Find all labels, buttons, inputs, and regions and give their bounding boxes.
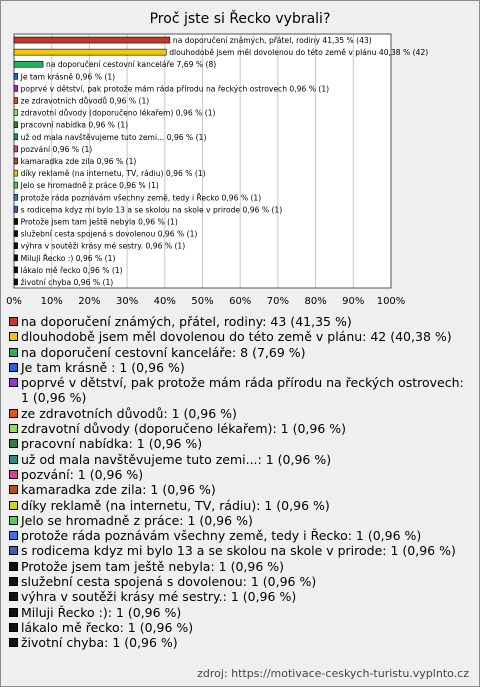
legend-swatch bbox=[9, 546, 18, 555]
legend-label: poprvé v dětství, pak protože mám ráda přírodu na řeckých ostrovech: 1 (0,96 %) bbox=[21, 375, 464, 406]
legend-item bbox=[9, 574, 475, 589]
legend-swatch bbox=[9, 470, 18, 479]
bar bbox=[14, 37, 170, 43]
legend-item bbox=[9, 467, 475, 482]
x-tick-label: 30% bbox=[115, 296, 139, 307]
x-tick-label: 20% bbox=[78, 296, 101, 307]
legend-swatch bbox=[9, 562, 18, 571]
legend-label: lákalo mě řecko: 1 (0,96 %) bbox=[21, 619, 194, 635]
legend-label: kamaradka zde zila: 1 (0,96 %) bbox=[21, 482, 216, 498]
x-tick-label: 100% bbox=[376, 296, 406, 307]
bar-label: Jelo se hromadně z práce 0,96 % (1) bbox=[20, 181, 159, 191]
legend-swatch bbox=[9, 608, 18, 617]
bar-label: na doporučení známých, přátel, rodiny 41,35 % (43) bbox=[172, 36, 372, 46]
bar-label: ze zdravotních důvodů 0,96 % (1) bbox=[20, 96, 150, 106]
bar-label: zdravotní důvody (doporučeno lékařem) 0,96 % (1) bbox=[20, 108, 216, 118]
legend-item bbox=[9, 620, 475, 635]
bar bbox=[14, 170, 18, 176]
legend-item bbox=[9, 528, 475, 543]
legend-label: pracovní nabídka: 1 (0,96 %) bbox=[21, 436, 203, 452]
bar bbox=[14, 182, 18, 188]
x-tick-label: 80% bbox=[304, 296, 327, 307]
x-tick-label: 0% bbox=[6, 296, 22, 307]
bar-label: pracovní nabídka 0,96 % (1) bbox=[20, 120, 129, 130]
legend-swatch bbox=[9, 623, 18, 632]
bar-label: už od mala navštěvujeme tuto zemi... 0,96 % (1) bbox=[20, 132, 207, 142]
legend-label: dlouhodobě jsem měl dovolenou do této země v plánu: 42 (40,38 %) bbox=[21, 329, 452, 345]
x-tick-label: 60% bbox=[229, 296, 252, 307]
bar-label: životní chyba 0,96 % (1) bbox=[20, 277, 114, 287]
legend-item bbox=[9, 406, 475, 421]
bar bbox=[14, 98, 18, 104]
legend-swatch bbox=[9, 516, 18, 525]
legend-label: služební cesta spojená s dovolenou: 1 (0,96 %) bbox=[21, 574, 317, 590]
x-tick-label: 40% bbox=[153, 296, 176, 307]
bar bbox=[14, 279, 18, 285]
legend-swatch bbox=[9, 348, 18, 357]
source-note: zdroj: https://motivace-ceskych-turistu.vyplnto.cz bbox=[197, 667, 469, 680]
legend-item bbox=[9, 482, 475, 497]
legend-item bbox=[9, 360, 475, 375]
legend-item bbox=[9, 436, 475, 451]
legend-label: na doporučení známých, přátel, rodiny: 43 (41,35 %) bbox=[21, 314, 352, 329]
legend-swatch bbox=[9, 531, 18, 540]
legend-item bbox=[9, 513, 475, 528]
bar-label: lákalo mě řecko 0,96 % (1) bbox=[20, 265, 123, 275]
bar bbox=[14, 110, 18, 116]
legend-label: Je tam krásně : 1 (0,96 %) bbox=[21, 359, 185, 375]
legend-swatch bbox=[9, 592, 18, 601]
legend-label: Jelo se hromadně z práce: 1 (0,96 %) bbox=[21, 512, 253, 528]
legend-item bbox=[9, 559, 475, 574]
chart-legend bbox=[9, 314, 475, 651]
bar-label: Protože jsem tam ještě nebyla 0,96 % (1) bbox=[20, 217, 178, 227]
bar-label: na doporučení cestovní kanceláře 7,69 % (8) bbox=[45, 60, 217, 70]
legend-swatch bbox=[9, 501, 18, 510]
legend-item bbox=[9, 452, 475, 467]
bar-label: Je tam krásně 0,96 % (1) bbox=[20, 72, 116, 82]
legend-item bbox=[9, 375, 475, 406]
legend-label: ze zdravotních důvodů: 1 (0,96 %) bbox=[21, 405, 237, 421]
legend-label: Miluji Řecko :): 1 (0,96 %) bbox=[21, 604, 182, 620]
bar bbox=[14, 49, 166, 55]
bar bbox=[14, 267, 18, 273]
bar-chart bbox=[1, 1, 479, 311]
legend-label: protože ráda poznávám všechny země, tedy i Řecko: 1 (0,96 %) bbox=[21, 528, 422, 544]
bar bbox=[14, 73, 18, 79]
legend-item bbox=[9, 589, 475, 604]
bar-label: protože ráda poznávám všechny země, tedy i Řecko 0,96 % (1) bbox=[20, 193, 262, 203]
legend-item bbox=[9, 345, 475, 360]
legend-label: pozvání: 1 (0,96 %) bbox=[21, 466, 144, 482]
legend-label: díky reklamě (na internetu, TV, rádiu): 1 (0,96 %) bbox=[21, 497, 330, 513]
bar bbox=[14, 158, 18, 164]
legend-label: Protože jsem tam ještě nebyla: 1 (0,96 %) bbox=[21, 558, 285, 574]
legend-item bbox=[9, 329, 475, 344]
bar bbox=[14, 85, 18, 91]
legend-swatch bbox=[9, 577, 18, 586]
bar bbox=[14, 243, 18, 249]
bar bbox=[14, 206, 18, 212]
bar-label: s rodicema kdyz mi bylo 13 a se skolou na skole v prirode 0,96 % (1) bbox=[20, 205, 283, 215]
bar-label: Miluji Řecko :) 0,96 % (1) bbox=[20, 253, 116, 263]
legend-label: už od mala navštěvujeme tuto zemi...: 1 (0,96 %) bbox=[21, 451, 332, 467]
bar-label: dlouhodobě jsem měl dovolenou do této země v plánu 40,38 % (42) bbox=[169, 48, 429, 58]
legend-swatch bbox=[9, 332, 18, 341]
chart-title: Proč jste si Řecko vybrali? bbox=[149, 11, 331, 27]
legend-swatch bbox=[9, 439, 18, 448]
legend-label: s rodicema kdyz mi bylo 13 a se skolou na skole v prirode: 1 (0,96 %) bbox=[21, 543, 456, 559]
x-tick-label: 50% bbox=[191, 296, 214, 307]
bar bbox=[14, 146, 18, 152]
legend-label: na doporučení cestovní kanceláře: 8 (7,69 %) bbox=[21, 344, 306, 360]
legend-item bbox=[9, 635, 475, 650]
bar bbox=[14, 134, 18, 140]
bar bbox=[14, 194, 18, 200]
legend-label: výhra v soutěži krásy mé sestry.: 1 (0,96 %) bbox=[21, 589, 297, 605]
legend-label: zdravotní důvody (doporučeno lékařem): 1 (0,96 %) bbox=[21, 421, 347, 437]
x-tick-label: 10% bbox=[40, 296, 63, 307]
legend-label: životní chyba: 1 (0,96 %) bbox=[21, 635, 178, 651]
legend-swatch bbox=[9, 485, 18, 494]
legend-swatch bbox=[9, 363, 18, 372]
bar bbox=[14, 218, 18, 224]
x-tick-label: 90% bbox=[342, 296, 365, 307]
bar-label: kamaradka zde zila 0,96 % (1) bbox=[20, 157, 137, 166]
legend-swatch bbox=[9, 455, 18, 464]
bar bbox=[14, 255, 18, 261]
bar bbox=[14, 122, 18, 128]
legend-item bbox=[9, 605, 475, 620]
bar bbox=[14, 231, 18, 237]
bar-label: díky reklamě (na internetu, TV, rádiu) 0,96 % (1) bbox=[20, 169, 206, 179]
bar-label: služební cesta spojená s dovolenou 0,96 % (1) bbox=[20, 229, 198, 239]
bar-label: poprvé v dětství, pak protože mám ráda přírodu na řeckých ostrovech 0,96 % (1) bbox=[20, 84, 330, 94]
bar bbox=[14, 61, 43, 67]
legend-item bbox=[9, 498, 475, 513]
legend-swatch bbox=[9, 317, 18, 326]
x-tick-label: 70% bbox=[266, 296, 290, 307]
legend-item bbox=[9, 543, 475, 558]
legend-swatch bbox=[9, 378, 18, 387]
legend-swatch bbox=[9, 424, 18, 433]
legend-item bbox=[9, 314, 475, 329]
legend-item bbox=[9, 421, 475, 436]
bar-label: výhra v soutěži krásy mé sestry. 0,96 % (1) bbox=[20, 241, 186, 251]
bar-label: pozvání 0,96 % (1) bbox=[20, 144, 93, 154]
legend-swatch bbox=[9, 409, 18, 418]
legend-swatch bbox=[9, 638, 18, 647]
